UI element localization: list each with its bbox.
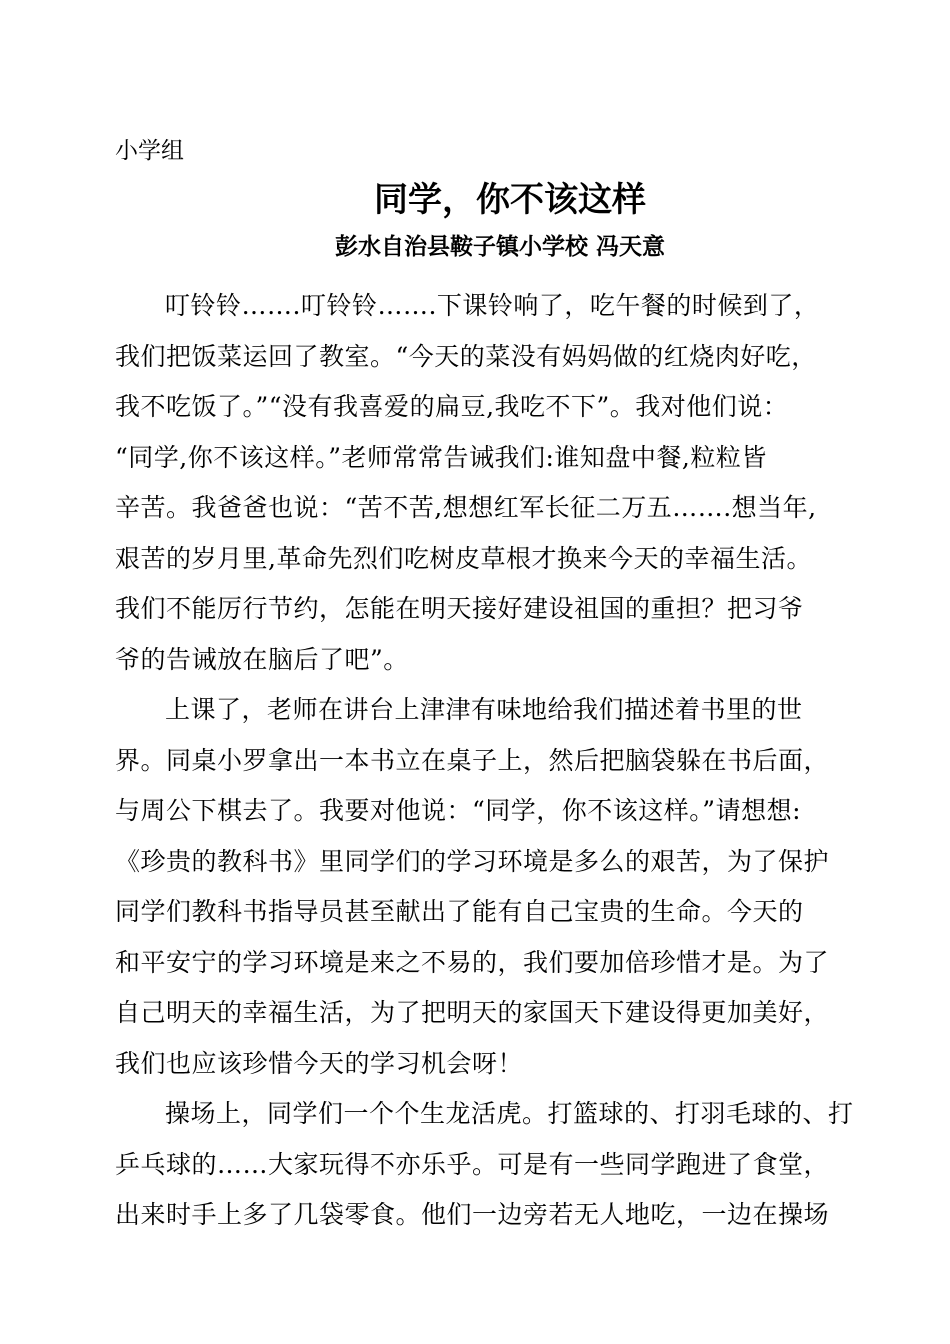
paragraph-2-line: 《珍贵的教科书》里同学们的学习环境是多么的艰苦，为了保护	[115, 846, 830, 876]
paragraph-1-line: 艰苦的岁月里,革命先烈们吃树皮草根才换来今天的幸福生活。	[115, 543, 812, 573]
paragraph-2-line: 与周公下棋去了。我要对他说：“同学，你不该这样。”请想想:	[115, 796, 801, 825]
paragraph-1-line: “同学,你不该这样。”老师常常告诫我们:谁知盘中餐,粒粒皆	[115, 442, 767, 472]
essay-title: 同学，你不该这样	[374, 180, 646, 220]
paragraph-3-line: 乒乓球的……大家玩得不亦乐乎。可是有一些同学跑进了食堂，	[115, 1149, 830, 1179]
paragraph-2-line: 和平安宁的学习环境是来之不易的，我们要加倍珍惜才是。为了	[115, 947, 830, 977]
category-label: 小学组	[115, 138, 184, 164]
paragraph-3-line: 操场上，同学们一个个生龙活虎。打篮球的、打羽毛球的、打	[165, 1099, 854, 1128]
essay-body	[115, 281, 855, 1241]
paragraph-2-line: 我们也应该珍惜今天的学习机会呀！	[115, 1048, 524, 1078]
paragraph-1-line: 我们不能厉行节约，怎能在明天接好建设祖国的重担？把习爷	[115, 594, 804, 623]
paragraph-1-line: 叮铃铃…….叮铃铃…….下课铃响了，吃午餐的时候到了，	[165, 291, 820, 320]
paragraph-1-line: 爷的告诫放在脑后了吧”。	[115, 644, 409, 674]
paragraph-2-line: 自己明天的幸福生活，为了把明天的家国天下建设得更加美好，	[115, 998, 830, 1027]
paragraph-2-line: 界。同桌小罗拿出一本书立在桌子上，然后把脑袋躲在书后面，	[115, 745, 830, 775]
author-byline: 彭水自治县鞍子镇小学校 冯天意	[334, 233, 665, 260]
paragraph-1-line: 我们把饭菜运回了教室。“今天的菜没有妈妈做的红烧肉好吃，	[115, 341, 817, 371]
paragraph-1-line: 辛苦。我爸爸也说：“苦不苦,想想红军长征二万五…….想当年,	[115, 493, 817, 522]
paragraph-1-line: 我不吃饭了。”“没有我喜爱的扁豆,我吃不下”。我对他们说：	[115, 392, 789, 421]
paragraph-2-line: 上课了，老师在讲台上津津有味地给我们描述着书里的世	[165, 695, 803, 724]
paragraph-3-line: 出来时手上多了几袋零食。他们一边旁若无人地吃，一边在操场	[115, 1200, 830, 1229]
paragraph-2-line: 同学们教科书指导员甚至献出了能有自己宝贵的生命。今天的	[115, 897, 804, 926]
